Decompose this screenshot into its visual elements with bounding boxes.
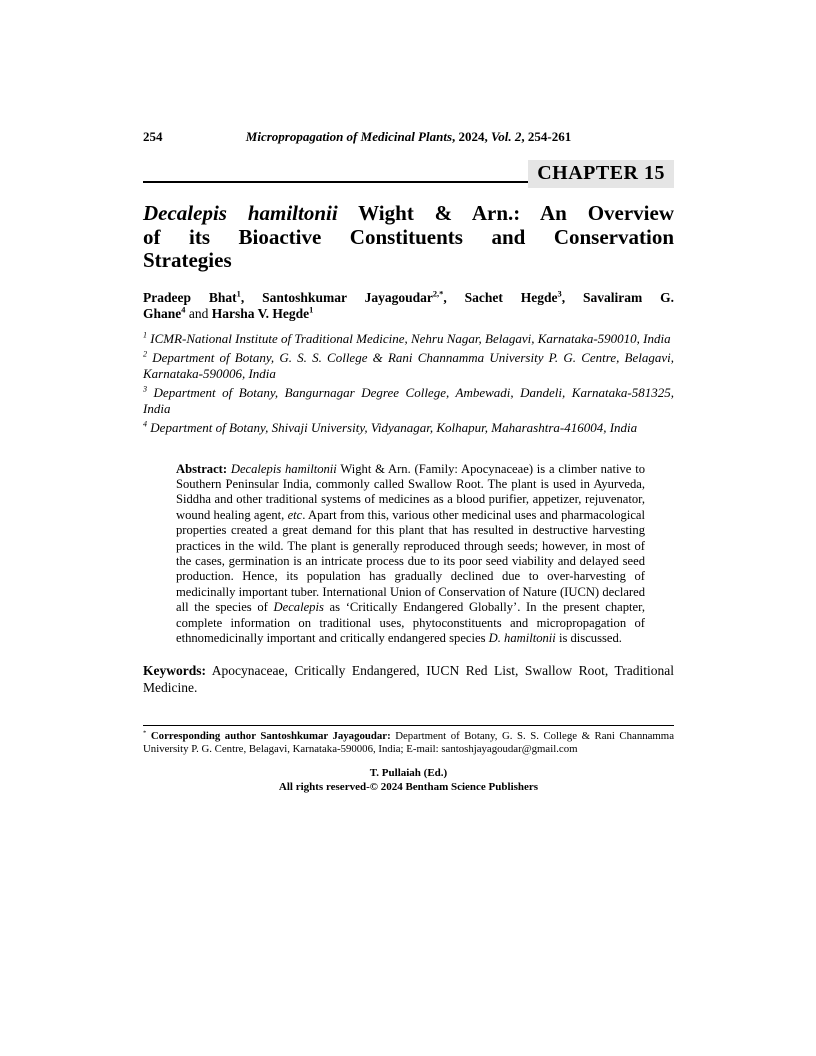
journal-name: Micropropagation of Medicinal Plants [245,129,453,144]
abstract-genus-italic: Decalepis [273,600,324,615]
author-2: Santoshkumar Jayagoudar [262,289,433,305]
species-name-italic: Decalepis hamiltonii [143,201,338,225]
chapter-header-row [143,160,674,188]
affiliation-4 [143,420,674,436]
copyright-line: All rights reserved-© 2024 Bentham Science Publishers [278,780,539,793]
affiliation-4-mark: 4 [143,419,148,429]
publisher-footer [143,767,674,794]
abstract-text: as ‘Critically Endangered Globally’. In the present chapter, complete information on traditional uses, phytoconstituents and micropropagation of ethnomedicinally important and critically endangered species [176,600,645,645]
author-5-affmark: 1 [309,305,314,315]
keywords-label: Keywords: [143,663,206,679]
affiliation-3-mark: 3 [143,384,148,394]
affiliation-1 [143,331,674,347]
running-title [143,129,674,145]
affiliation-2-text: Department of Botany, G. S. S. College & Rani Channamma University P. G. Centre, Belagavi, Karnataka-590006, India [143,350,674,381]
chapter-title-line3: Strategies [143,248,232,272]
abstract-text: is discussed. [555,630,622,645]
abstract-text: . Apart from this, various other medicinal uses and pharmacological properties created a great demand for this plant that has resulted in destructive harvesting practices in the wild. The plant is generally reproduced through seeds; however, in most of the cases, germination is an intricate process due to its poor seed viability and delayed seed production. Hence, its population has gradually declined due to over-harvesting of medicinally important tuber. International Union of Conservation of Nature (IUCN) declared all the species of [176,507,646,615]
keywords-text: Apocynaceae, Critically Endangered, IUCN Red List, Swallow Root, Traditional Medicine. [143,663,674,695]
page-number: 254 [143,129,163,144]
and-word: and [185,306,212,321]
running-header [143,129,674,145]
author-4-affmark: 4 [181,305,186,315]
affiliation-1-mark: 1 [143,330,148,340]
keywords-paragraph [143,663,674,696]
author-list [143,290,674,323]
abstract-species-italic: Decalepis hamiltonii [230,461,337,476]
author-line2 [143,306,674,323]
author-3: Sachet Hegde [464,289,558,305]
affiliation-4-text: Department of Botany, Shivaji University, Vidyanagar, Kolhapur, Maharashtra-416004, India [147,420,638,435]
corresponding-author-footnote [143,725,674,756]
author-separator: , [561,289,583,305]
affiliation-3-text: Department of Botany, Bangurnagar Degree College, Ambewadi, Dandeli, Karnataka-581325, India [143,385,674,416]
author-4-part1: Savaliram G. [583,289,675,305]
author-separator: , [240,289,263,305]
author-line1 [143,290,674,307]
author-4-part2: Ghane [143,306,182,321]
editor-line: T. Pullaiah (Ed.) [369,767,448,780]
author-2-affmark: 2,* [432,289,444,298]
footnote-text: Department of Botany, G. S. S. College & Rani Channamma University P. G. Centre, Belagavi, Karnataka-590006, India; E-mail: santoshjayagoudar@gmail.com [143,730,675,756]
journal-volume: Vol. 2 [491,129,522,144]
journal-pages: , 254-261 [521,129,572,144]
chapter-title [143,202,674,273]
footnote-bold-label: Corresponding author Santoshkumar Jayagoudar: [146,730,391,743]
author-1-affmark: 1 [236,289,241,298]
author-separator: , [443,289,465,305]
title-line1-rest: Wight & Arn.: An Overview [337,201,674,225]
abstract-species-abbrev-italic: D. hamiltonii [488,630,556,645]
journal-year: , 2024, [452,129,492,144]
footnote-star: * [143,729,147,737]
chapter-title-line2: of its Bioactive Constituents and Conservation [143,224,674,249]
abstract-paragraph [176,462,645,647]
author-3-affmark: 3 [557,289,562,298]
affiliation-2-mark: 2 [143,349,148,359]
chapter-divider-rule [143,181,528,183]
author-5: Harsha V. Hegde [211,306,310,321]
abstract-text: Wight & Arn. (Family: Apocynaceae) is a climber native to Southern Peninsular India, commonly called Swallow Root. The plant is used in Ayurveda, Siddha and other traditional systems of medicines as a blood purifier, appetizer, rejuvenator, wound healing agent, [176,461,645,522]
author-1: Pradeep Bhat [143,289,237,305]
chapter-title-line1 [143,202,674,226]
chapter-badge: CHAPTER 15 [528,160,674,188]
abstract-label: Abstract: [176,461,231,476]
abstract-etc-italic: etc [287,507,303,522]
affiliation-3 [143,385,674,416]
affiliation-1-text: ICMR-National Institute of Traditional Medicine, Nehru Nagar, Belagavi, Karnataka-590010, India [147,330,671,346]
affiliation-2 [143,350,674,381]
